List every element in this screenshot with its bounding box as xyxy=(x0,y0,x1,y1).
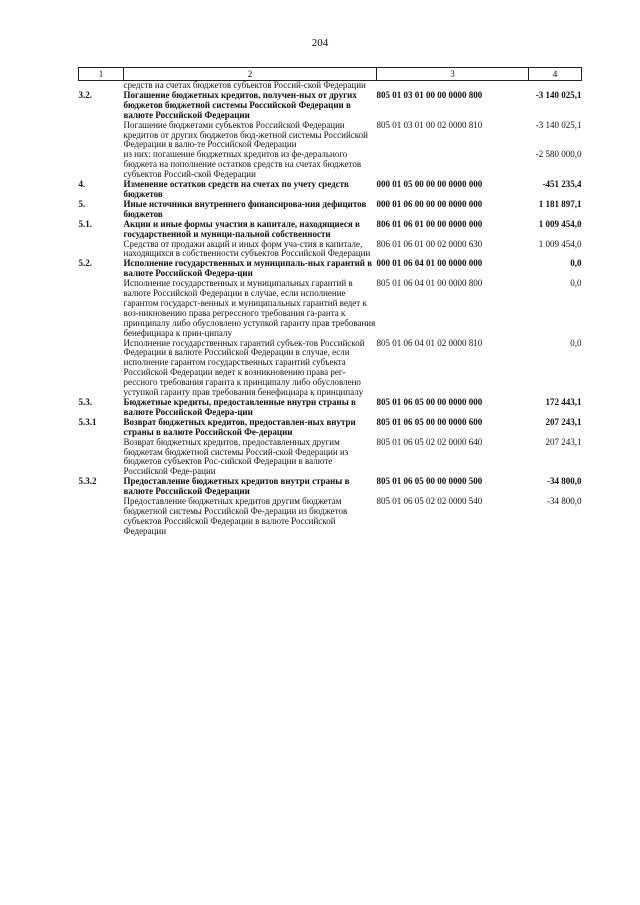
table-row xyxy=(79,180,582,200)
row-sum: -3 140 025,1 xyxy=(535,89,582,100)
table-row xyxy=(79,279,582,338)
row-code: 000 01 05 00 00 00 0000 000 xyxy=(376,179,483,190)
row-number: 5.3.1 xyxy=(78,416,97,427)
column-header-3: 3 xyxy=(377,68,529,81)
row-code: 805 01 06 05 02 02 0000 640 xyxy=(376,436,483,447)
table-header-row xyxy=(79,68,582,81)
table-row xyxy=(79,339,582,398)
row-name: Иные источники внутреннего финансирова-ния дефицитов бюджетов xyxy=(123,198,367,219)
row-number xyxy=(79,339,124,398)
row-number: 5.3.2 xyxy=(78,476,97,487)
row-name: Возврат бюджетных кредитов, предоставлен-ных внутри страны в валюте Российской Фе-дерации xyxy=(123,416,356,437)
page-number: 204 xyxy=(311,37,329,49)
table-body xyxy=(79,81,582,537)
column-header-4: 4 xyxy=(529,68,582,81)
row-number xyxy=(79,438,124,478)
table-row xyxy=(79,418,582,438)
row-number: 3.2. xyxy=(78,89,92,100)
row-sum: -451 235,4 xyxy=(542,179,582,190)
table-row xyxy=(79,121,582,151)
row-code: 805 01 06 05 00 00 0000 500 xyxy=(376,476,483,487)
row-sum: 207 243,1 xyxy=(545,436,582,447)
row-sum: 0,0 xyxy=(570,258,582,269)
row-code: 806 01 06 01 00 00 0000 000 xyxy=(376,218,483,229)
row-number: 4. xyxy=(78,179,86,190)
row-name: Средства от продажи акций и иных форм уча-стия в капитале, находящихся в собственности субъектов Российской Федерации xyxy=(123,238,371,259)
row-number: 5.2. xyxy=(78,258,92,269)
table-row xyxy=(79,220,582,240)
row-sum: -2 580 000,0 xyxy=(535,149,582,160)
row-name: Исполнение государственных и муниципаль-ных гарантий в валюте Российской Федера-ции xyxy=(123,258,373,279)
row-code: 000 01 06 00 00 00 0000 000 xyxy=(376,198,483,209)
row-number xyxy=(79,240,124,260)
row-name: средств на счетах бюджетов субъектов Россий-ской Федерации xyxy=(123,80,366,90)
row-name: Исполнение государственных и муниципальных гарантий в валюте Российской Федерации в случае, если исполнение гарантом государст-венных и муниципальных гарантий ведет к воз-никновению права регрессного требования га-ранта к принципалу либо обусловлено уступкой гаранту прав требования бенефициара к прин-ципалу xyxy=(123,278,376,338)
row-sum: 1 009 454,0 xyxy=(538,238,582,249)
table-row xyxy=(79,398,582,418)
table-row xyxy=(79,477,582,497)
table-row xyxy=(79,150,582,180)
row-sum: 1 181 897,1 xyxy=(538,198,582,209)
row-sum: -34 800,0 xyxy=(547,476,582,487)
row-code: 805 01 06 05 00 00 0000 000 xyxy=(376,397,483,407)
column-header-2: 2 xyxy=(124,68,377,81)
row-sum: -34 800,0 xyxy=(547,496,582,507)
row-code: 805 01 06 04 01 02 0000 810 xyxy=(376,337,483,348)
row-code: 805 01 06 05 02 02 0000 540 xyxy=(376,496,483,507)
table-row xyxy=(79,200,582,220)
row-name: Бюджетные кредиты, предоставленные внутри страны в валюте Российской Федера-ции xyxy=(123,397,356,417)
row-number xyxy=(79,150,124,180)
row-code: 805 01 06 05 00 00 0000 600 xyxy=(376,416,483,427)
row-name: Возврат бюджетных кредитов, предоставленных другим бюджетам бюджетной системы Россий-ской Федерации из бюджетов субъектов Рос-сийской Федерации в валюте Российской Феде-рации xyxy=(123,436,349,477)
row-name: Погашение бюджетных кредитов, получен-ных от других бюджетов бюджетной системы Российской Федерации в валюте Российской Федерации xyxy=(123,89,357,120)
table-row xyxy=(79,91,582,121)
row-number xyxy=(79,279,124,338)
budget-sources-table xyxy=(78,67,582,537)
row-sum: 0,0 xyxy=(570,278,582,289)
row-name: из них: погашение бюджетных кредитов из фе-дерального бюджета на пополнение остатков средств на счетах бюджетов субъектов Россий-ской Федерации xyxy=(123,149,362,180)
row-number xyxy=(79,497,124,537)
row-number: 5. xyxy=(78,198,86,209)
row-name: Предоставление бюджетных кредитов внутри страны в валюте Российской Федерации xyxy=(123,476,350,497)
row-code: 805 01 03 01 00 02 0000 810 xyxy=(376,119,483,130)
row-sum: -3 140 025,1 xyxy=(535,119,582,130)
table-row xyxy=(79,497,582,537)
row-number: 5.3. xyxy=(78,397,92,407)
row-code: 806 01 06 01 00 02 0000 630 xyxy=(376,238,483,249)
row-name: Погашение бюджетами субъектов Российской Федерации кредитов от других бюджетов бюд-жетной системы Российской Федерации в валю-те Российской Федерации xyxy=(123,119,368,150)
row-name: Предоставление бюджетных кредитов другим бюджетам бюджетной системы Российской Фе-дерации из бюджетов субъектов Российской Федерации в валюте Российской Федерации xyxy=(123,496,348,536)
row-sum: 172 443,1 xyxy=(545,397,582,407)
row-code: 805 01 03 01 00 00 0000 800 xyxy=(376,89,483,100)
row-sum: 1 009 454,0 xyxy=(538,218,582,229)
table-row xyxy=(79,240,582,260)
row-name: Изменение остатков средств на счетах по учету средств бюджетов xyxy=(123,179,349,199)
row-sum: 0,0 xyxy=(570,337,582,348)
row-code xyxy=(377,150,529,180)
row-code: 805 01 06 04 01 00 0000 800 xyxy=(376,278,483,289)
column-header-1: 1 xyxy=(79,68,124,81)
row-name: Исполнение государственных гарантий субъек-тов Российской Федерации в валюте Российской Федерации в случае, если исполнение гарантом государственных гарантий субъекта Российской Федерации ведет к возникновению права рег-рессного требования гаранта к принципалу либо обусловлено уступкой гаранту прав требования бенефициара к принципалу xyxy=(123,337,365,398)
row-number xyxy=(79,121,124,151)
row-sum: 207 243,1 xyxy=(545,416,582,427)
table-row xyxy=(79,259,582,279)
row-name: Акции и иные формы участия в капитале, находящиеся в государственной и муници-пальной собственности xyxy=(123,218,360,239)
row-number: 5.1. xyxy=(78,218,92,229)
row-code: 000 01 06 04 01 00 0000 000 xyxy=(376,258,483,269)
table-row xyxy=(79,438,582,478)
